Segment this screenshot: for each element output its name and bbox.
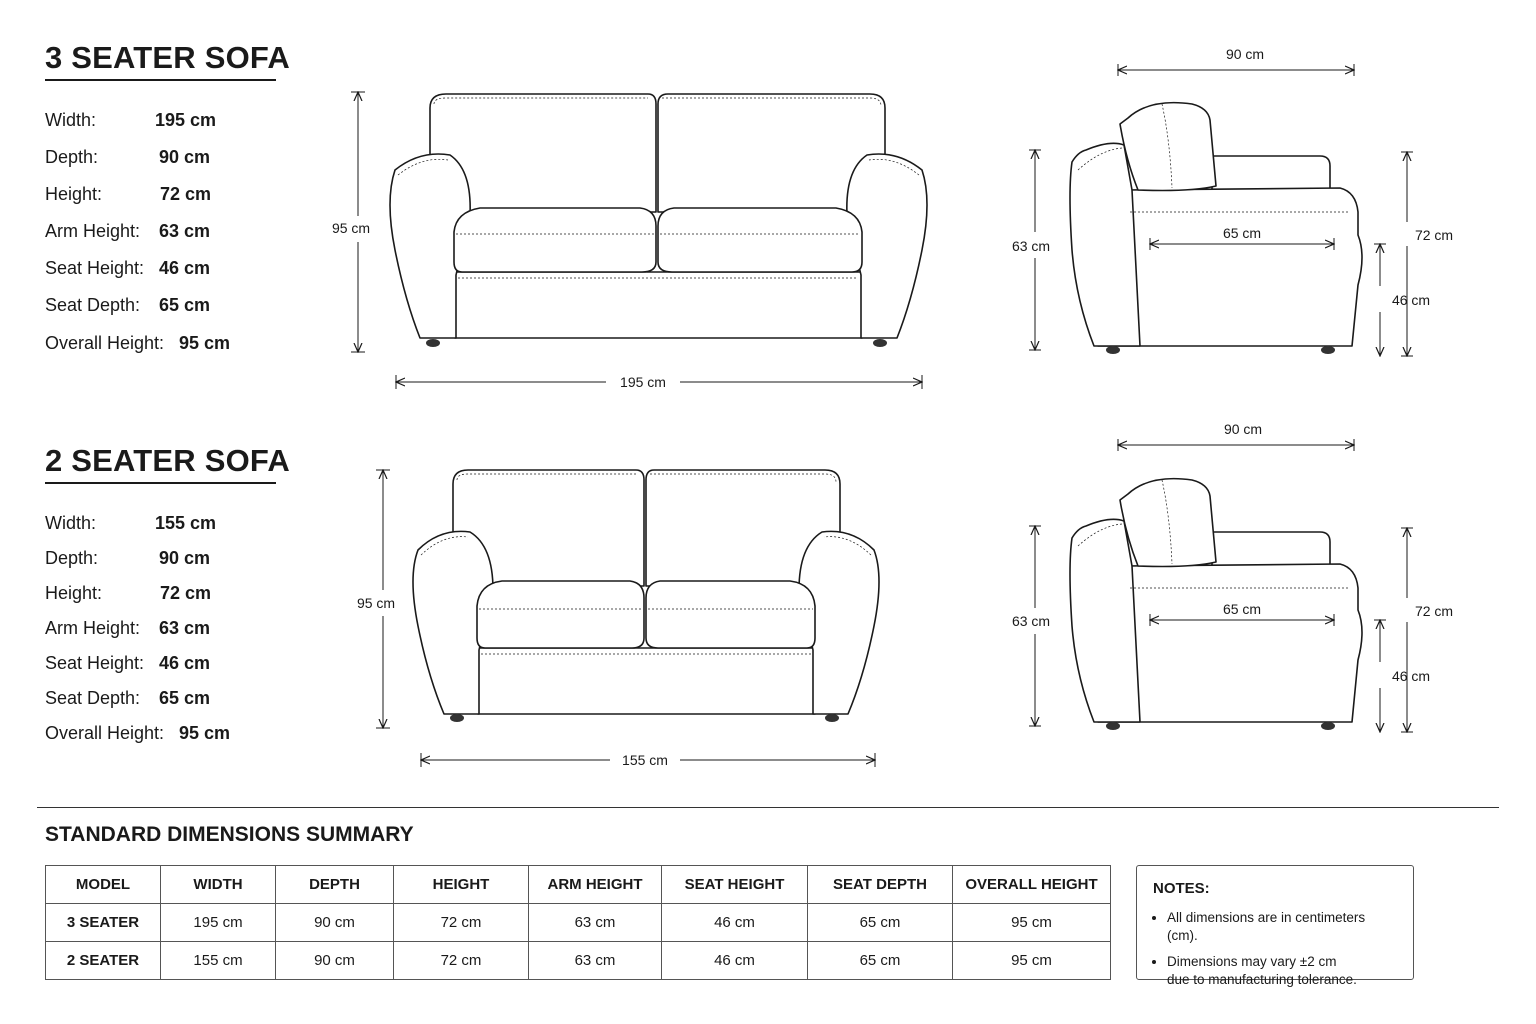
front-view-2-seater	[413, 470, 879, 722]
spec-value: 46 cm	[159, 258, 211, 278]
spec-label: Height:	[45, 583, 103, 603]
table-cell: 90 cm	[276, 904, 394, 942]
table-cell: 46 cm	[662, 904, 808, 942]
spec-value: 46 cm	[159, 653, 211, 673]
side-seat-depth-label-3: 65 cm	[1222, 225, 1262, 241]
spec-label: Width:	[45, 513, 97, 533]
section-divider	[37, 807, 1499, 808]
spec-label: Arm Height:	[45, 618, 141, 638]
spec-value: 65 cm	[159, 295, 211, 315]
section-title-3-seater: 3 SEATER SOFA	[45, 40, 290, 75]
spec-label: Overall Height:	[45, 333, 165, 353]
side-depth-label-2: 90 cm	[1223, 421, 1263, 437]
col-header-width: WIDTH	[161, 866, 276, 904]
table-cell: 72 cm	[394, 942, 529, 980]
table-header-row	[46, 866, 1111, 904]
spec-row-overall-height	[45, 723, 295, 758]
spec-row-seat-height	[45, 258, 295, 293]
note-line: • Dimensions may vary ±2 cm	[1167, 954, 1337, 969]
front-height-label-3: 95 cm	[331, 220, 371, 236]
notes-title: NOTES:	[1153, 880, 1210, 897]
spec-value: 65 cm	[159, 688, 211, 708]
spec-label: Seat Depth:	[45, 295, 141, 315]
spec-row-seat-depth	[45, 295, 295, 330]
spec-label: Width:	[45, 110, 97, 130]
spec-row-seat-height	[45, 653, 295, 688]
spec-row-seat-depth	[45, 688, 295, 723]
summary-title: STANDARD DIMENSIONS SUMMARY	[45, 823, 414, 846]
side-view-3-seater	[1070, 103, 1362, 354]
table-cell: 72 cm	[394, 904, 529, 942]
table-cell: 95 cm	[953, 904, 1111, 942]
table-cell: 46 cm	[662, 942, 808, 980]
spec-row-depth	[45, 548, 295, 583]
spec-list-2-seater	[45, 513, 295, 758]
spec-value: 155 cm	[155, 513, 217, 533]
summary-table	[45, 865, 1111, 980]
spec-label: Overall Height:	[45, 723, 165, 743]
side-view-2-seater	[1070, 479, 1362, 730]
col-header-depth: DEPTH	[276, 866, 394, 904]
note-line: due to manufacturing tolerance.	[1167, 972, 1357, 987]
spec-row-width	[45, 513, 295, 548]
note-item	[1167, 953, 1397, 989]
spec-row-width	[45, 110, 295, 145]
table-cell: 90 cm	[276, 942, 394, 980]
side-height-label-2: 72 cm	[1414, 603, 1454, 619]
col-header-seat-height: SEAT HEIGHT	[662, 866, 808, 904]
side-depth-label-3: 90 cm	[1225, 46, 1265, 62]
spec-label: Seat Height:	[45, 653, 145, 673]
side-height-label-3: 72 cm	[1414, 227, 1454, 243]
front-width-label-2: 155 cm	[622, 752, 668, 768]
col-header-seat-depth: SEAT DEPTH	[808, 866, 953, 904]
side-arm-height-label-2: 63 cm	[1011, 613, 1051, 629]
spec-value: 195 cm	[155, 110, 217, 130]
notes-list	[1153, 909, 1397, 989]
table-cell: 65 cm	[808, 904, 953, 942]
table-cell-model: 3 SEATER	[46, 904, 161, 942]
spec-value: 72 cm	[160, 583, 212, 603]
spec-label: Arm Height:	[45, 221, 141, 241]
col-header-arm-height: ARM HEIGHT	[529, 866, 662, 904]
spec-row-height	[45, 583, 295, 618]
side-seat-height-label-2: 46 cm	[1391, 668, 1431, 684]
front-height-label-2: 95 cm	[356, 595, 396, 611]
front-view-3-seater	[390, 94, 927, 347]
col-header-model: MODEL	[46, 866, 161, 904]
table-cell: 63 cm	[529, 942, 662, 980]
spec-label: Depth:	[45, 548, 99, 568]
section-title-2-seater: 2 SEATER SOFA	[45, 443, 290, 478]
spec-value: 95 cm	[179, 333, 231, 353]
note-line: • All dimensions are in centimeters (cm).	[1167, 910, 1366, 943]
spec-value: 63 cm	[159, 618, 211, 638]
note-item	[1167, 909, 1397, 945]
spec-label: Height:	[45, 184, 103, 204]
spec-value: 90 cm	[159, 147, 211, 167]
section-underline	[45, 482, 276, 484]
spec-value: 63 cm	[159, 221, 211, 241]
table-cell: 155 cm	[161, 942, 276, 980]
table-cell: 65 cm	[808, 942, 953, 980]
spec-label: Depth:	[45, 147, 99, 167]
spec-value: 90 cm	[159, 548, 211, 568]
spec-label: Seat Depth:	[45, 688, 141, 708]
spec-value: 72 cm	[160, 184, 212, 204]
spec-value: 95 cm	[179, 723, 231, 743]
col-header-overall-height: OVERALL HEIGHT	[953, 866, 1111, 904]
spec-row-overall-height	[45, 333, 295, 368]
table-cell: 195 cm	[161, 904, 276, 942]
spec-row-depth	[45, 147, 295, 182]
spec-row-arm-height	[45, 618, 295, 653]
spec-row-arm-height	[45, 221, 295, 256]
spec-list-3-seater	[45, 110, 295, 368]
front-width-label-3: 195 cm	[620, 374, 666, 390]
table-row	[46, 904, 1111, 942]
table-cell: 95 cm	[953, 942, 1111, 980]
section-underline	[45, 79, 276, 81]
side-seat-depth-label-2: 65 cm	[1222, 601, 1262, 617]
spec-label: Seat Height:	[45, 258, 145, 278]
side-seat-height-label-3: 46 cm	[1391, 292, 1431, 308]
notes-box	[1136, 865, 1414, 987]
col-header-height: HEIGHT	[394, 866, 529, 904]
spec-row-height	[45, 184, 295, 219]
side-arm-height-label-3: 63 cm	[1011, 238, 1051, 254]
table-cell-model: 2 SEATER	[46, 942, 161, 980]
table-row	[46, 942, 1111, 980]
table-cell: 63 cm	[529, 904, 662, 942]
